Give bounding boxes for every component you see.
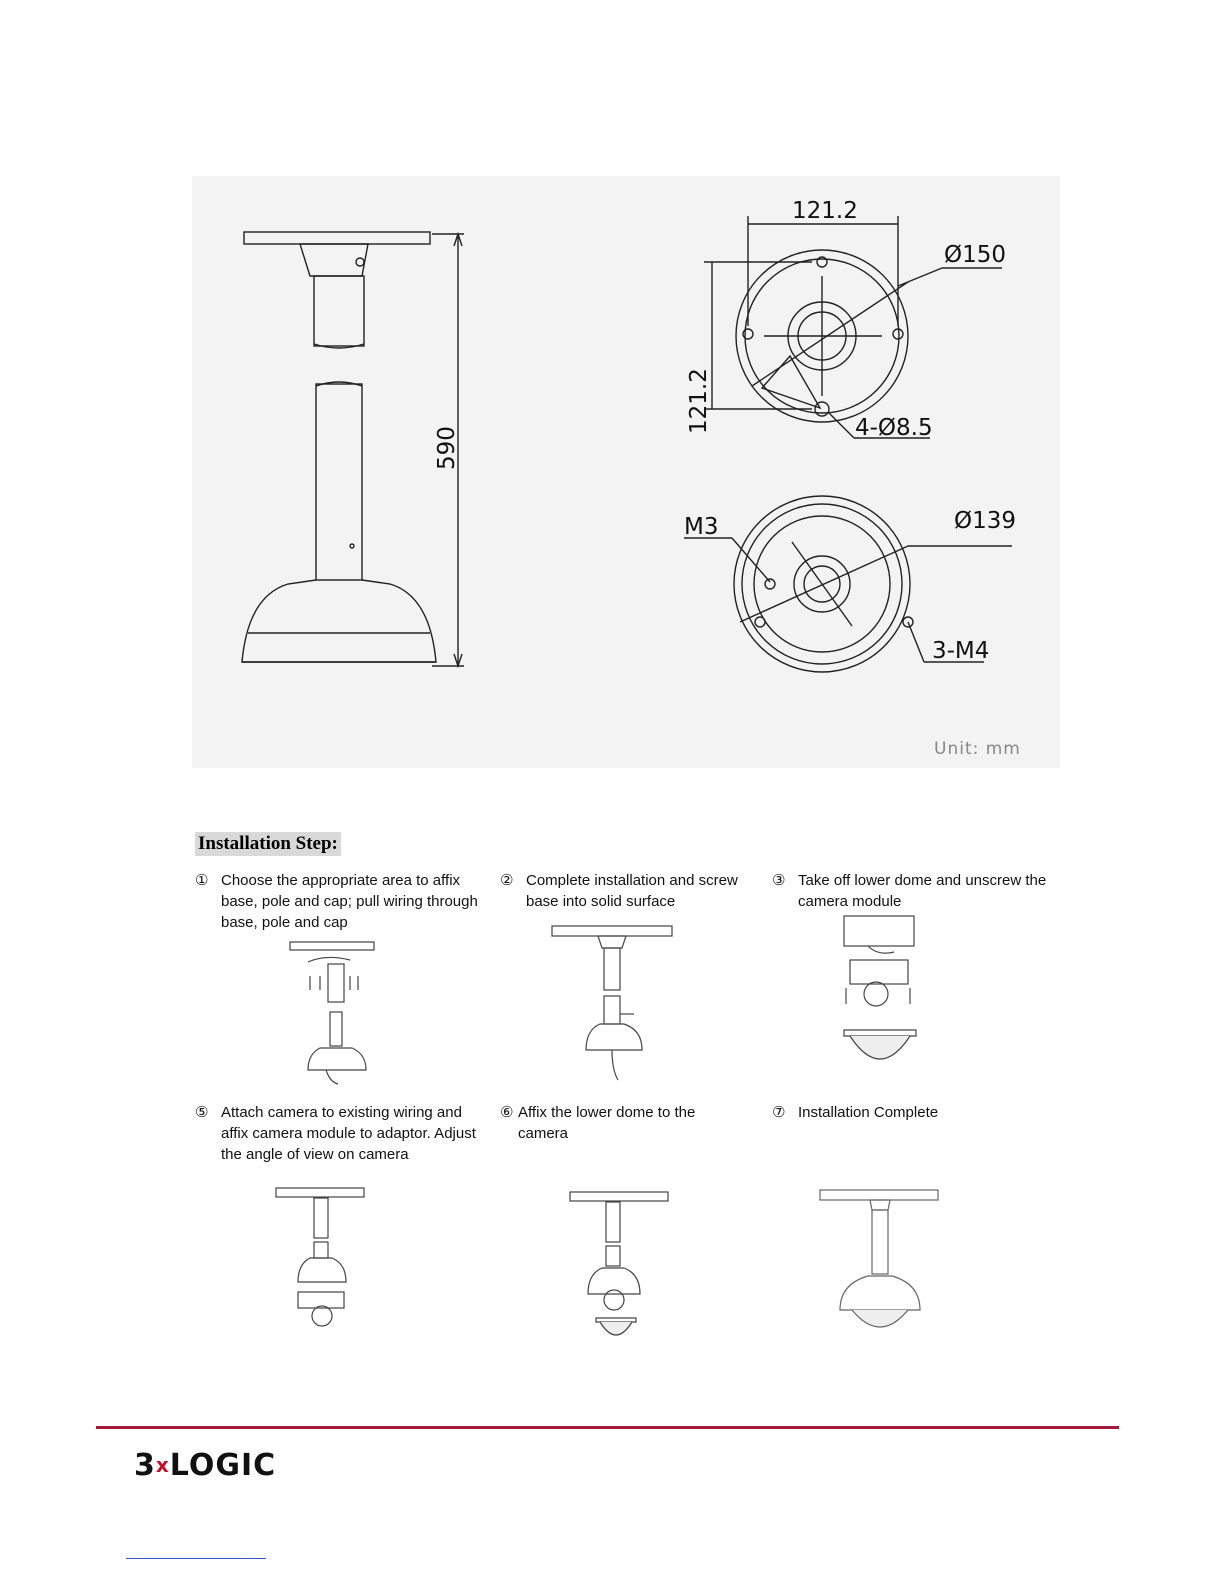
step-2 xyxy=(500,870,740,912)
footer-link-underline xyxy=(126,1558,266,1559)
step-1-illustration xyxy=(280,936,390,1086)
step-number: ⑦ xyxy=(772,1103,786,1121)
step-7-illustration xyxy=(816,1186,946,1346)
step-number: ⑥ xyxy=(500,1103,514,1121)
step-text: Attach camera to existing wiring and affix camera module to adaptor. Adjust the angle of view on camera xyxy=(221,1104,476,1163)
dimension-drawing xyxy=(192,176,1060,768)
step-1 xyxy=(195,870,485,933)
step-5 xyxy=(195,1102,485,1165)
dim-diameter-base: Ø150 xyxy=(944,242,1007,268)
pole-upper xyxy=(314,276,364,346)
dim-diameter-adaptor: Ø139 xyxy=(954,508,1017,534)
ceiling-plate xyxy=(244,232,430,244)
dim-left-height: 121.2 xyxy=(686,368,712,434)
logo-x: x xyxy=(155,1453,170,1477)
step-number: ③ xyxy=(772,871,786,889)
step-3 xyxy=(772,870,1072,912)
step-number: ① xyxy=(195,871,209,889)
unit-label: Unit: mm xyxy=(934,739,1021,759)
step-6-illustration xyxy=(566,1188,676,1348)
step-text: Complete installation and screw base into solid surface xyxy=(526,872,738,910)
dim-height: 590 xyxy=(434,426,460,470)
step-number: ⑤ xyxy=(195,1103,209,1121)
logo-number: 3 xyxy=(134,1448,156,1483)
step-5-illustration xyxy=(272,1184,382,1334)
brand-logo xyxy=(134,1448,276,1483)
step-7 xyxy=(772,1102,1072,1123)
dim-m4: 3-M4 xyxy=(932,638,990,664)
step-2-illustration xyxy=(550,922,680,1082)
housing xyxy=(242,580,436,662)
dim-m3: M3 xyxy=(684,514,719,540)
installation-title: Installation Step: xyxy=(195,832,341,856)
pole-lower xyxy=(316,384,362,580)
step-3-illustration xyxy=(838,912,948,1072)
mount-neck xyxy=(300,244,368,276)
logo-word: LOGIC xyxy=(169,1448,277,1483)
step-text: Affix the lower dome to the camera xyxy=(518,1104,696,1142)
step-text: Choose the appropriate area to affix base, pole and cap; pull wiring through base, pole and cap xyxy=(221,872,478,931)
dim-top-width: 121.2 xyxy=(792,198,858,224)
footer-rule xyxy=(96,1426,1119,1429)
step-text: Installation Complete xyxy=(798,1104,939,1121)
dimension-drawing-svg xyxy=(192,176,1060,768)
step-number: ② xyxy=(500,871,514,889)
dim-holes: 4-Ø8.5 xyxy=(855,415,933,441)
step-text: Take off lower dome and unscrew the camera module xyxy=(798,872,1047,910)
step-6 xyxy=(500,1102,740,1144)
